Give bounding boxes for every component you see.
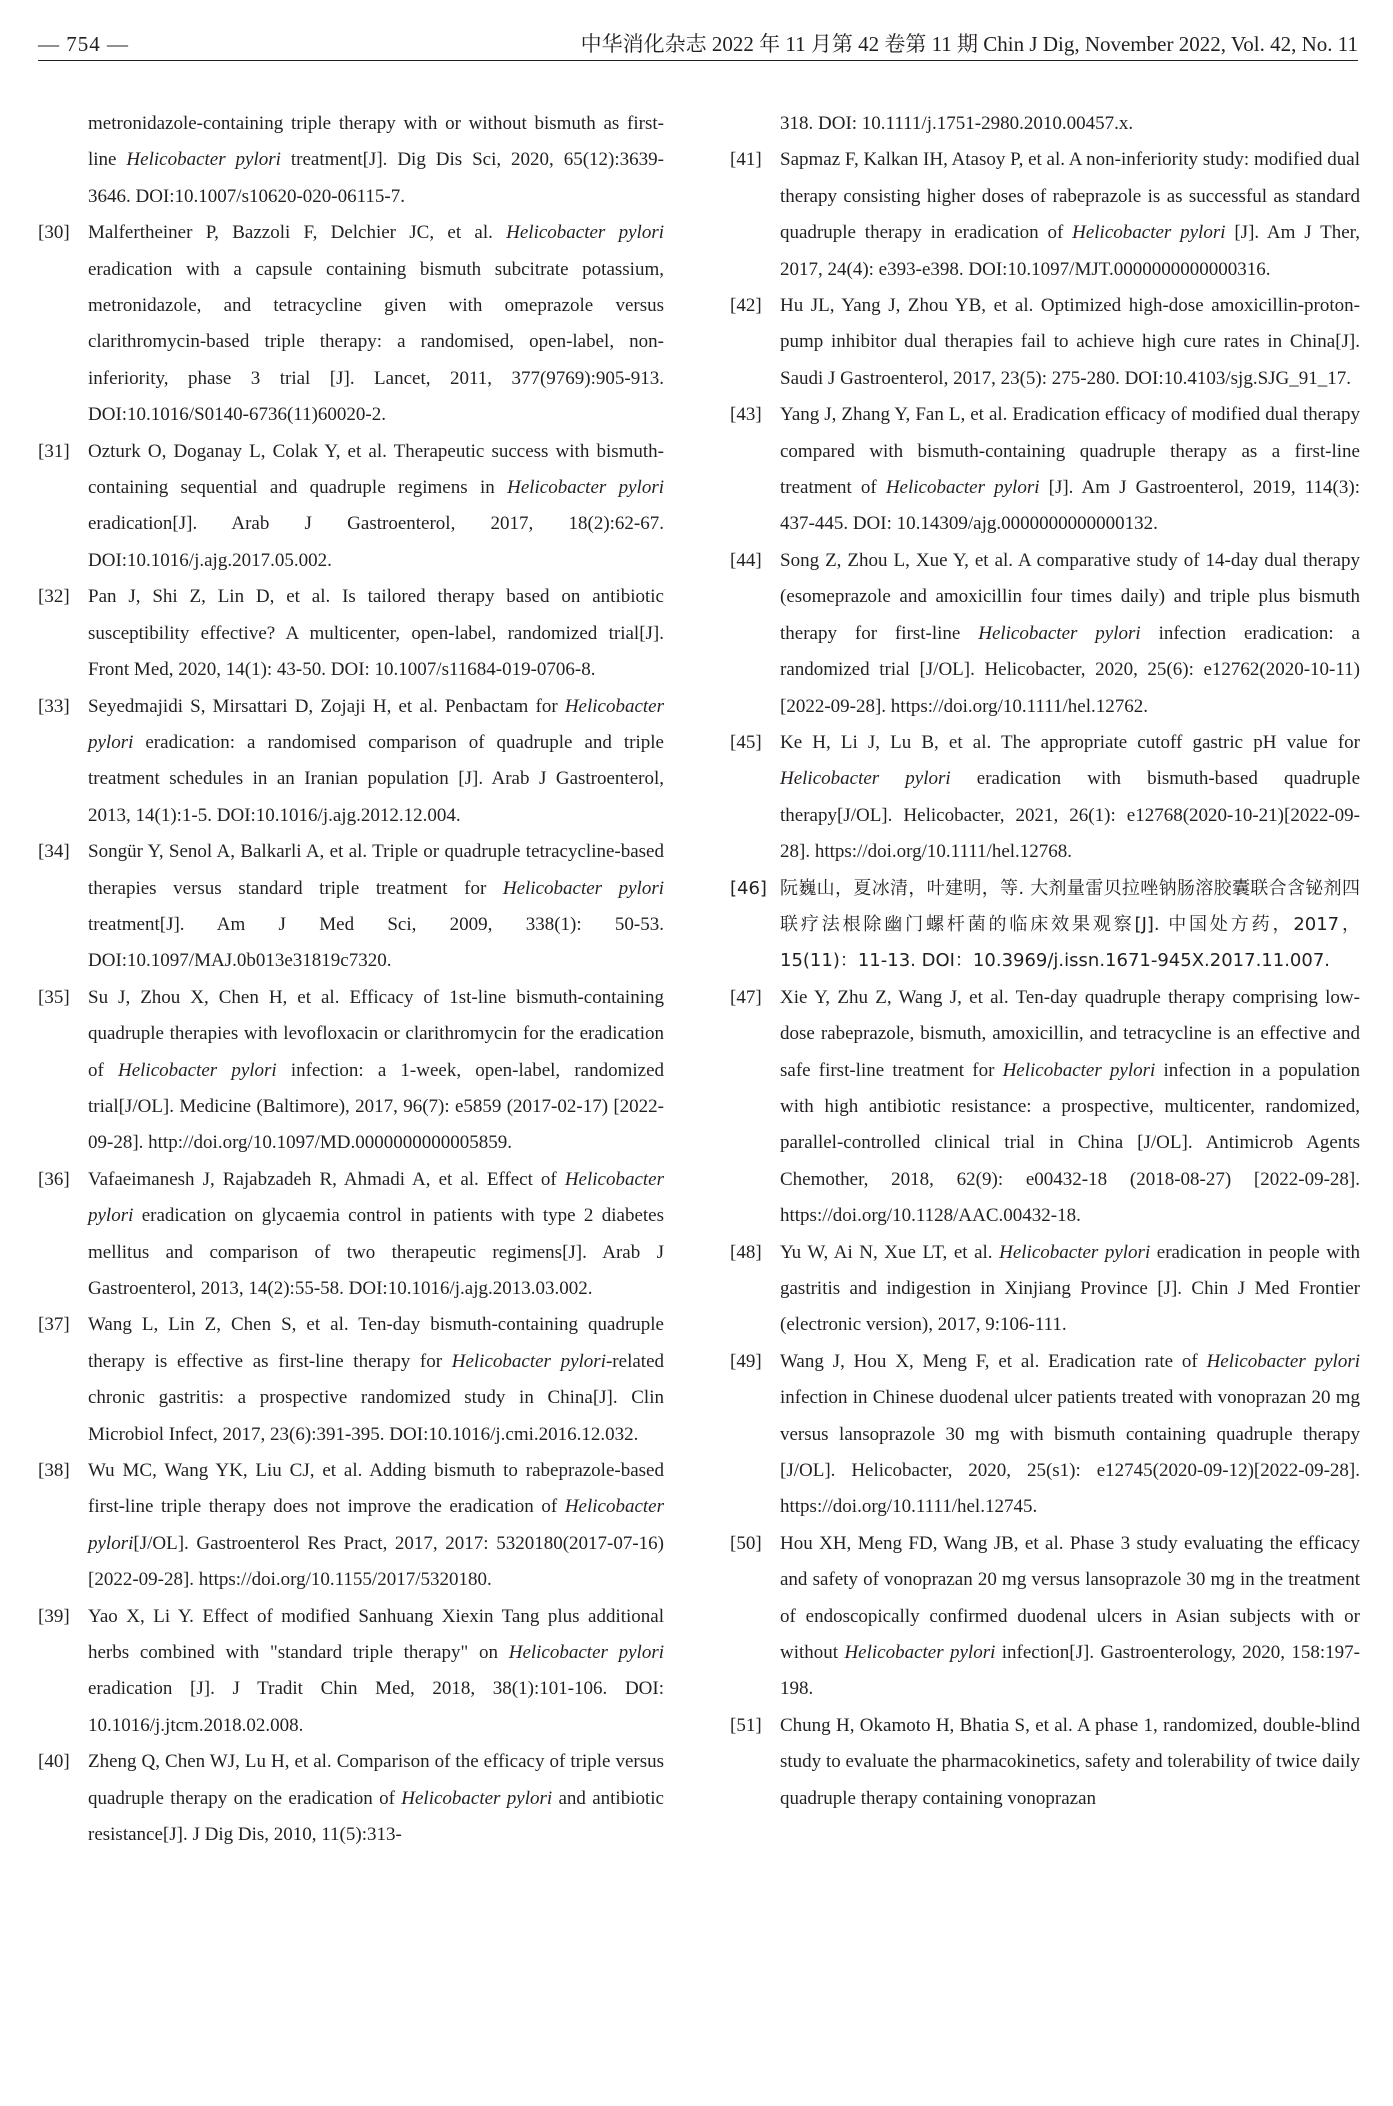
reference-text: 阮巍山，夏冰清，叶建明，等. 大剂量雷贝拉唑钠肠溶胶囊联合含铋剂四联疗法根除幽门螺杆菌的临床效果观察[J]. 中国处方药，2017，15(11)：11-13. DOI：10.3969/j.issn.1671-945X.2017.11.007.: [780, 877, 1360, 972]
reference-number: [30]: [38, 222, 70, 244]
reference-entry: [38, 215, 664, 433]
reference-text: Yang J, Zhang Y, Fan L, et al. Eradication efficacy of modified dual therapy compared with bismuth-containing quadruple therapy as a first-line treatment of Helicobacter pylori [J]. Am J Gastroenterol, 2019, 114(3): 437-445. DOI: 10.14309/ajg.0000000000000132.: [780, 404, 1360, 535]
reference-number: [48]: [730, 1241, 762, 1263]
organism-name: Helicobacter pylori: [506, 222, 664, 244]
reference-text: Wu MC, Wang YK, Liu CJ, et al. Adding bismuth to rabeprazole-based first-line triple therapy does not improve the eradication of Helicobacter pylori[J/OL]. Gastroenterol Res Pract, 2017, 2017: 5320180(2017-07-16)[2022-09-28]. https://doi.org/10.1155/2017/5320180.: [88, 1460, 664, 1591]
reference-number: [40]: [38, 1751, 70, 1773]
organism-name: Helicobacter pylori: [88, 1168, 664, 1227]
reference-number: [47]: [730, 986, 762, 1008]
reference-number: [34]: [38, 841, 70, 863]
reference-text: Wang J, Hou X, Meng F, et al. Eradication rate of Helicobacter pylori infection in Chinese duodenal ulcer patients treated with vonoprazan 20 mg versus lansoprazole 30 mg with bismuth containing quadruple therapy [J/OL]. Helicobacter, 2020, 25(s1): e12745(2020-09-12)[2022-09-28]. https://doi.org/10.1111/hel.12745.: [780, 1350, 1360, 1518]
organism-name: Helicobacter pylori: [117, 1059, 277, 1081]
reference-text: Hou XH, Meng FD, Wang JB, et al. Phase 3 study evaluating the efficacy and safety of vonoprazan 20 mg versus lansoprazole 30 mg in the treatment of endoscopically confirmed duodenal ulcers in Asian subjects with or without Helicobacter pylori infection[J]. Gastroenterology, 2020, 158:197-198.: [780, 1532, 1360, 1700]
organism-name: Helicobacter pylori: [1072, 222, 1226, 244]
reference-entry: [730, 1344, 1360, 1526]
reference-entry: [38, 1744, 664, 1853]
reference-column-left: [38, 106, 664, 1854]
organism-name: Helicobacter pylori: [1206, 1350, 1360, 1372]
organism-name: Helicobacter pylori: [507, 477, 664, 499]
reference-entry: [38, 579, 664, 688]
reference-number: [43]: [730, 404, 762, 426]
reference-number: [44]: [730, 549, 762, 571]
reference-entry: [38, 1307, 664, 1453]
reference-number: [39]: [38, 1605, 70, 1627]
reference-entry: [730, 1708, 1360, 1817]
reference-number: [36]: [38, 1168, 70, 1190]
organism-name: Helicobacter pylori: [88, 695, 664, 753]
reference-continuation: [38, 106, 664, 215]
page-number: — 754 —: [38, 32, 129, 56]
reference-number: [49]: [730, 1350, 762, 1372]
reference-text: Malfertheiner P, Bazzoli F, Delchier JC, et al. Helicobacter pylori eradication with a capsule containing bismuth subcitrate potassium, metronidazole, and tetracycline given with omeprazole versus clarithromycin-based triple therapy: a randomised, open-label, non-inferiority, phase 3 trial [J]. Lancet, 2011, 377(9769):905-913. DOI:10.1016/S0140-6736(11)60020-2.: [88, 222, 664, 426]
organism-name: Helicobacter pylori: [502, 877, 664, 899]
reference-text: Su J, Zhou X, Chen H, et al. Efficacy of 1st-line bismuth-containing quadruple therapies with levofloxacin or clarithromycin for the eradication of Helicobacter pylori infection: a 1-week, open-label, randomized trial[J/OL]. Medicine (Baltimore), 2017, 96(7): e5859 (2017-02-17) [2022-09-28]. http://doi.org/10.1097/MD.0000000000005859.: [88, 986, 665, 1154]
reference-text: Seyedmajidi S, Mirsattari D, Zojaji H, et al. Penbactam for Helicobacter pylori eradication: a randomised comparison of quadruple and triple treatment schedules in an Iranian population [J]. Arab J Gastroenterol, 2013, 14(1):1-5. DOI:10.1016/j.ajg.2012.12.004.: [88, 695, 664, 826]
reference-entry: [730, 980, 1360, 1235]
reference-column-right: [730, 106, 1360, 1817]
reference-text: Chung H, Okamoto H, Bhatia S, et al. A phase 1, randomized, double-blind study to evaluate the pharmacokinetics, safety and tolerability of twice daily quadruple therapy containing vonoprazan: [780, 1714, 1360, 1809]
reference-entry: [38, 1453, 664, 1599]
reference-number: [31]: [38, 440, 70, 462]
reference-number: [35]: [38, 986, 70, 1008]
organism-name: Helicobacter pylori: [508, 1642, 664, 1664]
reference-text: Xie Y, Zhu Z, Wang J, et al. Ten-day quadruple therapy comprising low-dose rabeprazole, bismuth, amoxicillin, and tetracycline is an effective and safe first-line treatment for Helicobacter pylori infection in a population with high antibiotic resistance: a prospective, multicenter, randomized, parallel-controlled clinical trial in China [J/OL]. Antimicrob Agents Chemother, 2018, 62(9): e00432-18 (2018-08-27) [2022-09-28]. https://doi.org/10.1128/AAC.00432-18.: [780, 986, 1360, 1227]
organism-name: Helicobacter pylori: [844, 1642, 996, 1664]
reference-text: Songür Y, Senol A, Balkarli A, et al. Triple or quadruple tetracycline-based therapies versus standard triple treatment for Helicobacter pylori treatment[J]. Am J Med Sci, 2009, 338(1): 50-53. DOI:10.1097/MAJ.0b013e31819c7320.: [88, 841, 664, 972]
reference-number: [42]: [730, 295, 762, 317]
reference-text: Song Z, Zhou L, Xue Y, et al. A comparative study of 14-day dual therapy (esomeprazole and amoxicillin four times daily) and triple plus bismuth therapy for first-line Helicobacter pylori infection eradication: a randomized trial [J/OL]. Helicobacter, 2020, 25(6): e12762(2020-10-11)[2022-09-28]. https://doi.org/10.1111/hel.12762.: [780, 549, 1360, 717]
reference-number: [38]: [38, 1460, 70, 1482]
reference-entry: [38, 1162, 664, 1308]
organism-name: Helicobacter pylori: [401, 1787, 553, 1809]
reference-text: Ozturk O, Doganay L, Colak Y, et al. Therapeutic success with bismuth-containing sequential and quadruple regimens in Helicobacter pylori eradication[J]. Arab J Gastroenterol, 2017, 18(2):62-67. DOI:10.1016/j.ajg.2017.05.002.: [88, 440, 664, 571]
reference-text: Hu JL, Yang J, Zhou YB, et al. Optimized high-dose amoxicillin-proton-pump inhibitor dual therapies fail to achieve high cure rates in China[J]. Saudi J Gastroenterol, 2017, 23(5): 275-280. DOI:10.4103/sjg.SJG_91_17.: [780, 295, 1360, 389]
reference-number: [46]: [730, 877, 767, 899]
reference-text: Pan J, Shi Z, Lin D, et al. Is tailored therapy based on antibiotic susceptibility effective? A multicenter, open-label, randomized trial[J]. Front Med, 2020, 14(1): 43-50. DOI: 10.1007/s11684-019-0706-8.: [88, 586, 664, 681]
organism-name: Helicobacter pylori: [978, 622, 1141, 644]
organism-name: Helicobacter pylori: [126, 149, 281, 171]
reference-number: [41]: [730, 149, 762, 171]
reference-number: [37]: [38, 1314, 70, 1336]
reference-number: [45]: [730, 731, 762, 753]
organism-name: Helicobacter pylori: [780, 768, 951, 790]
reference-entry: [38, 689, 664, 835]
reference-number: [51]: [730, 1714, 762, 1736]
reference-entry: [38, 980, 664, 1162]
reference-number: [32]: [38, 586, 70, 608]
reference-entry: [730, 142, 1360, 288]
reference-entry: [730, 543, 1360, 725]
reference-text: Sapmaz F, Kalkan IH, Atasoy P, et al. A non-inferiority study: modified dual therapy consisting higher doses of rabeprazole is as successful as standard quadruple therapy in eradication of Helicobacter pylori [J]. Am J Ther, 2017, 24(4): e393-e398. DOI:10.1097/MJT.0000000000000316.: [780, 149, 1361, 280]
organism-name: Helicobacter pylori: [451, 1350, 606, 1372]
reference-number: [50]: [730, 1532, 762, 1554]
organism-name: Helicobacter pylori: [1002, 1059, 1156, 1081]
reference-text: Zheng Q, Chen WJ, Lu H, et al. Comparison of the efficacy of triple versus quadruple therapy on the eradication of Helicobacter pylori and antibiotic resistance[J]. J Dig Dis, 2010, 11(5):313-: [88, 1751, 664, 1846]
organism-name: Helicobacter pylori: [88, 1496, 664, 1554]
reference-entry: [730, 288, 1360, 397]
reference-entry: [38, 1599, 664, 1745]
reference-entry: [730, 725, 1360, 871]
reference-entry: [730, 1235, 1360, 1344]
reference-text: Ke H, Li J, Lu B, et al. The appropriate cutoff gastric pH value for Helicobacter pylori eradication with bismuth-based quadruple therapy[J/OL]. Helicobacter, 2021, 26(1): e12768(2020-10-21)[2022-09-28]. https://doi.org/10.1111/hel.12768.: [780, 731, 1360, 863]
organism-name: Helicobacter pylori: [885, 477, 1040, 499]
reference-continuation: [730, 106, 1360, 142]
header-rule: [38, 60, 1358, 61]
reference-entry: [38, 834, 664, 980]
reference-text: Vafaeimanesh J, Rajabzadeh R, Ahmadi A, et al. Effect of Helicobacter pylori eradication on glycaemia control in patients with type 2 diabetes mellitus and comparison of two therapeutic regimens[J]. Arab J Gastroenterol, 2013, 14(2):55-58. DOI:10.1016/j.ajg.2013.03.002.: [88, 1168, 664, 1299]
journal-citation-line: 中华消化杂志 2022 年 11 月第 42 卷第 11 期 Chin J Dig, November 2022, Vol. 42, No. 11: [580, 32, 1358, 56]
reference-text: 318. DOI: 10.1111/j.1751-2980.2010.00457.x.: [780, 113, 1134, 134]
organism-name: Helicobacter pylori: [999, 1241, 1151, 1263]
reference-entry: [730, 871, 1360, 980]
reference-text: Yu W, Ai N, Xue LT, et al. Helicobacter pylori eradication in people with gastritis and indigestion in Xinjiang Province [J]. Chin J Med Frontier (electronic version), 2017, 9:106-111.: [780, 1241, 1360, 1336]
reference-entry: [730, 397, 1360, 543]
reference-text: metronidazole-containing triple therapy with or without bismuth as first-line Helicobacter pylori treatment[J]. Dig Dis Sci, 2020, 65(12):3639-3646. DOI:10.1007/s10620-020-06115-7.: [88, 113, 664, 207]
reference-text: Yao X, Li Y. Effect of modified Sanhuang Xiexin Tang plus additional herbs combined with "standard triple therapy" on Helicobacter pylori eradication [J]. J Tradit Chin Med, 2018, 38(1):101-106. DOI: 10.1016/j.jtcm.2018.02.008.: [88, 1605, 664, 1736]
reference-text: Wang L, Lin Z, Chen S, et al. Ten-day bismuth-containing quadruple therapy is effective as first-line therapy for Helicobacter pylori-related chronic gastritis: a prospective randomized study in China[J]. Clin Microbiol Infect, 2017, 23(6):391-395. DOI:10.1016/j.cmi.2016.12.032.: [88, 1314, 664, 1445]
reference-entry: [730, 1526, 1360, 1708]
reference-entry: [38, 434, 664, 580]
reference-number: [33]: [38, 695, 70, 717]
running-header: [38, 24, 1358, 64]
